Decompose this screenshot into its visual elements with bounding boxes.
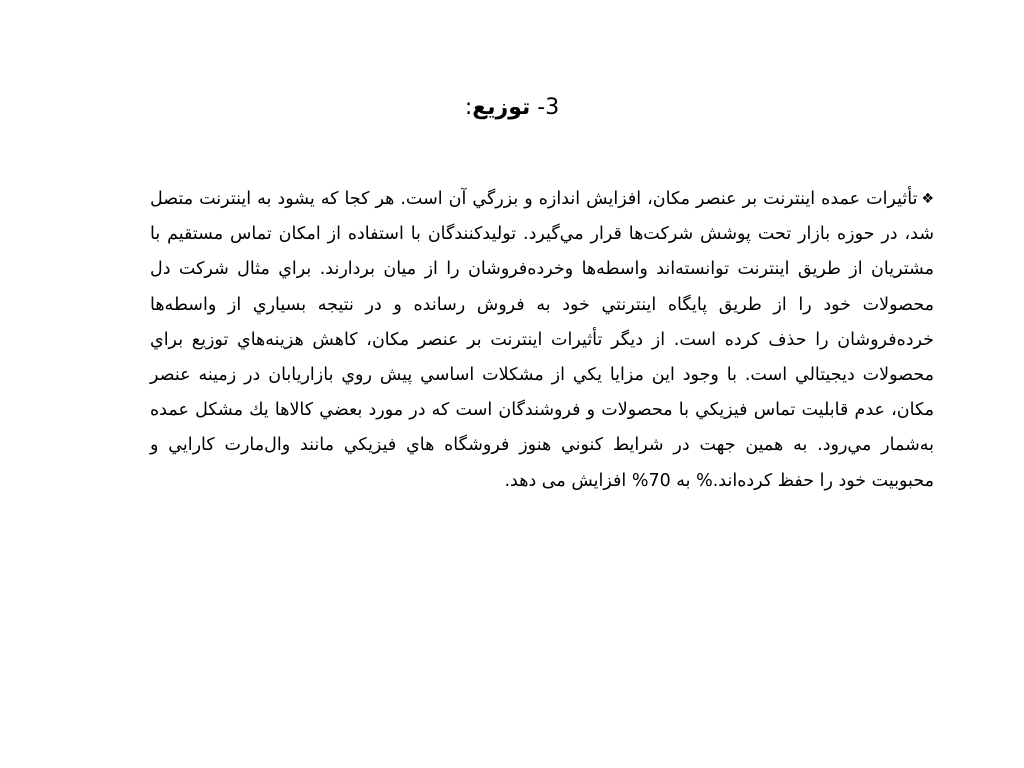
diamond-bullet-icon: ❖ <box>921 191 934 207</box>
body-paragraph <box>150 182 934 499</box>
title-number: 3- <box>530 95 560 120</box>
title-word: توزيع <box>472 95 531 120</box>
slide-title <box>150 88 874 128</box>
body-text: تأثيرات عمده اينترنت بر عنصر مكان، افزايش اندازه و بزرگي آن است. هر كجا كه يشود به اينترنت متصل شد، در حوزه بازار تحت پوشش شركت‌ها قرار مي‌گيرد. توليدكنندگان با استفاده از امكان تماس مستقيم با مشتريان از طريق اينترنت توانسته‌اند واسطه‌ها وخرده‌فروشان را از ميان بردارند. براي مثال شركت دل محصولات خود را از طريق پايگاه اينترنتي خود به فروش رسانده و در نتيجه بسياري از واسطه‌ها خرده‌فروشان را حذف كرده است. از ديگر تأثيرات اينترنت بر عنصر مكان، كاهش هزينه‌هاي توزيع براي محصولات ديجيتالي است. با وجود اين مزايا يكي از مشكلات اساسي پيش روي بازاريابان در زمينه عنصر مكان، عدم قابليت تماس فيزيكي با محصولات و فروشندگان است كه در مورد بعضي كالاها يك مشكل عمده به‌شمار مي‌رود. به همين جهت در شرايط كنوني هنوز فروشگاه هاي فيزيكي مانند وال‌مارت كارايي و محبوبيت خود را حفظ كرده‌اند.% به 70% افزايش می دهد. <box>150 189 934 491</box>
title-colon: : <box>464 95 473 120</box>
